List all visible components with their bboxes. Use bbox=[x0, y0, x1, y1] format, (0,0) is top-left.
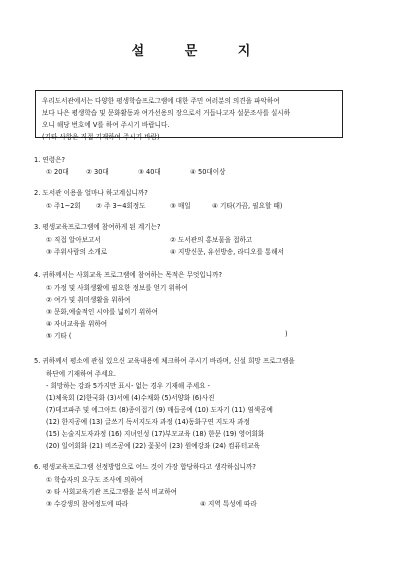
intro-line: 오니 해당 번호에 V를 하여 주시기 바랍니다. bbox=[42, 121, 170, 129]
q3-option[interactable]: ② 도서관의 홍보물을 접하고 bbox=[170, 236, 253, 244]
q4-option[interactable]: ② 여가 및 취미생활을 위하여 bbox=[46, 296, 131, 304]
q5-program-row[interactable]: (20) 일어회화 (21) 비즈공예 (22) 꽃꽂이 (23) 원예강좌 (24) 컴퓨터교육 bbox=[46, 442, 260, 450]
q5-program-row[interactable]: (15) 논술지도자과정 (16) 지녀인성 (17)부모교육 (18) 한문 (19) 영어회화 bbox=[46, 430, 265, 438]
intro-box bbox=[35, 90, 343, 141]
q1-option[interactable]: ① 20대 bbox=[46, 168, 69, 176]
q6-option[interactable]: ① 학습자의 요구도 조사에 의하여 bbox=[46, 476, 144, 484]
q4-option[interactable]: ① 가정 및 사회생활에 필요한 정보를 얻기 위하여 bbox=[46, 284, 188, 292]
q1-option[interactable]: ④ 50대이상 bbox=[190, 168, 226, 176]
q1-option[interactable]: ③ 40대 bbox=[138, 168, 161, 176]
question-6: 6. 평생교육프로그램 선정방법으로 어느 것이 가장 합당하다고 생각하십니까? bbox=[34, 463, 256, 471]
q4-option-other[interactable]: ⑤ 기타 ( bbox=[46, 332, 72, 340]
q5-program-row[interactable]: (7)데코파주 및 에그아트 (8)종이접기 (9) 매듭공예 (10) 도자기 (11) 염색공예 bbox=[46, 406, 273, 414]
q3-option[interactable]: ③ 주위사람의 소개로 bbox=[46, 248, 108, 256]
q3-option[interactable]: ④ 지방신문, 유선방송, 라디오를 통해서 bbox=[170, 248, 285, 256]
q5-program-row[interactable]: (1)체육회 (2)한국화 (3)서예 (4)수채화 (5)서양화 (6)사진 bbox=[46, 394, 215, 402]
intro-line: 보다 나은 평생학습 및 문화활동과 여가선용의 장으로서 거듭나고자 설문조사를 실시하 bbox=[42, 109, 291, 117]
q6-option[interactable]: ③ 수강생의 참여정도에 따라 bbox=[46, 500, 129, 508]
question-5-line2: 하단에 기재하여 주세요. bbox=[46, 370, 116, 378]
question-3: 3. 평생교육프로그램에 참여하게 된 계기는? bbox=[34, 223, 161, 231]
q4-option[interactable]: ③ 문화,예술적인 시야를 넓히기 위하여 bbox=[46, 308, 158, 316]
question-5-note: - 희망하는 강좌 5가지만 표시- 없는 경우 기재해 주세요 - bbox=[46, 382, 210, 390]
q4-option-other-close: ) bbox=[285, 330, 288, 338]
page-title: 설 문 지 bbox=[131, 44, 269, 59]
q1-option[interactable]: ② 30대 bbox=[86, 168, 109, 176]
question-1: 1. 연령은? bbox=[34, 156, 65, 164]
q2-option[interactable]: ① 주1~2회 bbox=[46, 202, 81, 210]
q2-option[interactable]: ④ 기타(가끔, 필요할 때) bbox=[212, 202, 283, 210]
q2-option[interactable]: ② 주 3~4회정도 bbox=[96, 202, 146, 210]
q5-program-row[interactable]: (12) 한지공예 (13) 글쓰기 독서지도자 과정 (14)동화구연 지도자 과정 bbox=[46, 418, 250, 426]
q6-option[interactable]: ④ 지역 특성에 따라 bbox=[200, 500, 257, 508]
question-4: 4. 귀하께서는 사회교육 프로그램에 참여하는 목적은 무엇입니까? bbox=[34, 271, 222, 279]
intro-line: (기타 사항은 직접 기재하여 주시기 바람) bbox=[42, 133, 160, 141]
intro-line: 우리도서관에서는 다양한 평생학습프로그램에 대한 주민 여러분의 의견을 파악하여 bbox=[42, 97, 280, 105]
question-5: 5. 귀하께서 평소에 관심 있으신 교육내용에 체크하여 주시기 바라며, 신설 희망 프로그램을 bbox=[34, 357, 295, 365]
q2-option[interactable]: ③ 매일 bbox=[170, 202, 191, 210]
q3-option[interactable]: ① 직접 알아보고서 bbox=[46, 236, 101, 244]
question-2: 2. 도서관 이용을 얼마나 하고계십니까? bbox=[34, 189, 148, 197]
q6-option[interactable]: ② 타 사회교육기관 프로그램을 분석 비교하여 bbox=[46, 488, 178, 496]
q4-option[interactable]: ④ 자녀교육을 위하여 bbox=[46, 320, 108, 328]
